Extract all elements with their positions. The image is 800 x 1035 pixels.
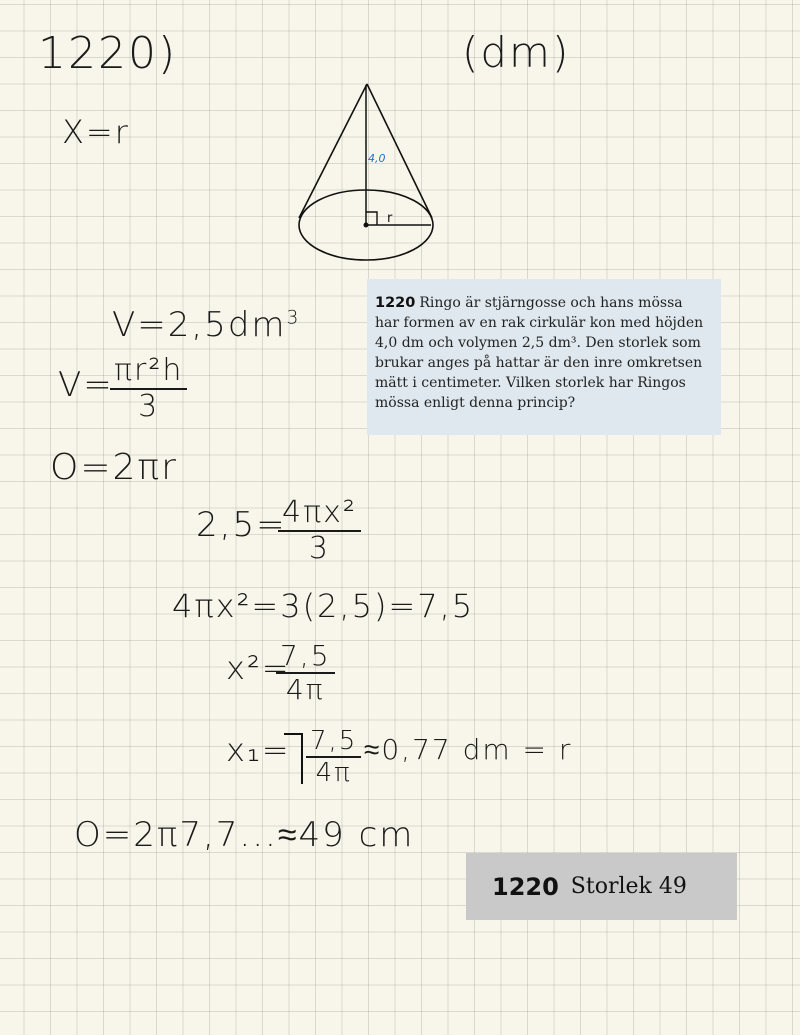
volume-formula-denominator: 3 bbox=[138, 389, 160, 424]
textbook-problem bbox=[367, 279, 721, 435]
volume-formula-fraction bbox=[110, 353, 187, 424]
cone-diagram bbox=[295, 80, 445, 265]
volume-formula-numerator: πr²h bbox=[110, 356, 187, 390]
substitution-note: X=r bbox=[62, 113, 130, 151]
step2: 4πx²=3(2,5)=7,5 bbox=[172, 587, 475, 625]
step1-numerator: 4πx² bbox=[278, 498, 361, 532]
step4-fraction bbox=[306, 728, 361, 786]
step4-numerator: 7,5 bbox=[306, 728, 361, 758]
step4-result: ≈0,77 dm = r bbox=[364, 733, 573, 766]
height-label: 4,0 bbox=[368, 152, 386, 165]
volume-exponent: 3 bbox=[286, 307, 301, 329]
step3-denominator: 4π bbox=[285, 673, 325, 706]
step1-fraction bbox=[278, 495, 361, 566]
step3-fraction bbox=[276, 639, 335, 706]
step4-denominator: 4π bbox=[315, 758, 352, 788]
step1-denominator: 3 bbox=[308, 531, 331, 566]
cone-center-dot bbox=[364, 223, 369, 228]
step3-lhs: x²= bbox=[226, 649, 291, 687]
answer-key-number: 1220 bbox=[492, 872, 559, 901]
step4-lhs: x₁= bbox=[226, 731, 291, 769]
radius-label: r bbox=[387, 211, 393, 226]
final-line: O=2π7,7...≈49 cm bbox=[74, 815, 415, 855]
cone-right-edge bbox=[367, 84, 432, 218]
step1-lhs: 2,5= bbox=[196, 505, 287, 545]
step3-numerator: 7,5 bbox=[276, 642, 335, 674]
volume-text: V=2,5dm bbox=[112, 305, 287, 345]
right-angle-marker bbox=[366, 212, 377, 225]
volume-formula-lhs: V= bbox=[58, 365, 114, 405]
textbook-problem-text: Ringo är stjärngosse och hans mössa har formen av en rak cirkulär kon med höjden 4,0 dm och volymen 2,5 dm³. Den storlek som brukar anges på hattar är den inre omkretsen mätt i centimeter. Vilken storlek har Ringos mössa enligt denna princip? bbox=[375, 295, 704, 411]
unit-label: (dm) bbox=[462, 28, 571, 77]
circumference-formula: O=2πr bbox=[50, 447, 178, 488]
problem-number: 1220) bbox=[38, 28, 178, 79]
square-root-sign bbox=[282, 728, 306, 788]
cone-left-edge bbox=[299, 84, 367, 218]
volume-line bbox=[112, 305, 301, 345]
answer-key-text: Storlek 49 bbox=[570, 874, 687, 899]
textbook-problem-number: 1220 bbox=[375, 295, 416, 311]
answer-key bbox=[466, 853, 737, 920]
